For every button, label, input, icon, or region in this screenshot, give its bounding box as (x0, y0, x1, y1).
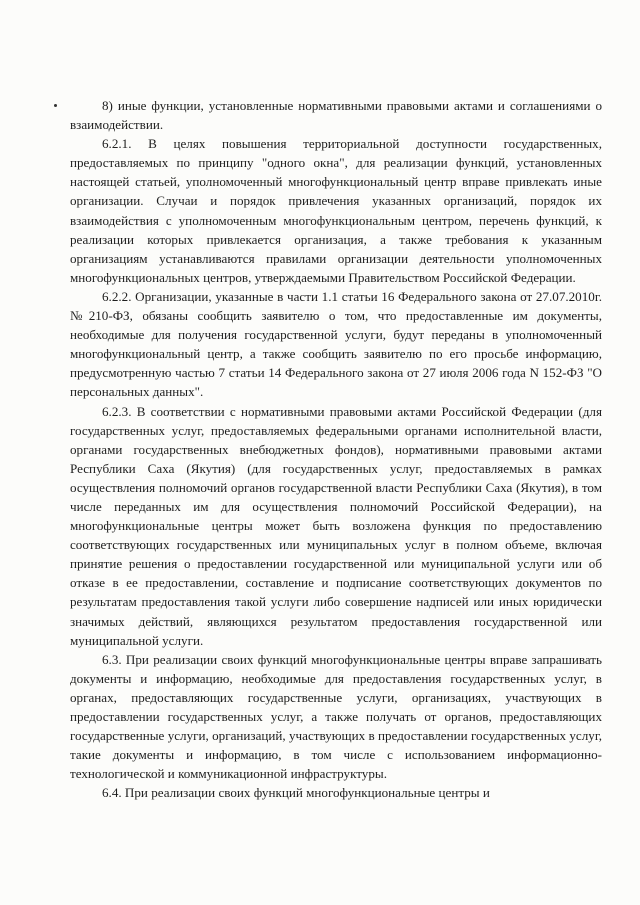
paragraph-6-4: 6.4. При реализации своих функций многофункциональные центры и (102, 785, 490, 801)
paragraph-8-other-functions: 8) иные функции, установленные нормативными правовыми актами и соглашениями о взаимодействии. (70, 98, 602, 133)
paragraph-6-2-1: 6.2.1. В целях повышения территориальной доступности государственных, предоставляемых по принципу "одного окна", для реализации функций, установленных настоящей статьей, уполномоченный многофункциональный центр вправе привлекать иные организации. Случаи и порядок привлечения указанных организаций, порядок их взаимодействия с уполномоченным многофункциональным центром, перечень функций, к реализации которых привлекается организация, а также требования к указанным организациям устанавливаются правилами организации деятельности уполномоченных многофункциональных центров, утверждаемыми Правительством Российской Федерации. (70, 136, 602, 285)
paragraph-6-2-2: 6.2.2. Организации, указанные в части 1.1 статьи 16 Федерального закона от 27.07.2010г. №210-ФЗ, обязаны сообщить заявителю о том, что предоставленные им документы, необходимые для получения государственной услуги, будут переданы в уполномоченный многофункциональный центр, а также сообщить заявителю по его просьбе информацию, предусмотренную частью 7 статьи 14 Федерального закона от 27 июля 2006 года N 152-ФЗ "О персональных данных". (70, 288, 602, 400)
margin-dot (54, 104, 57, 107)
paragraph-6-2-3: 6.2.3. В соответствии с нормативными правовыми актами Российской Федерации (для государственных услуг, предоставляемых федеральными органами исполнительной власти, органами государственных внебюджетных фондов), нормативными правовыми актами Республики Саха (Якутия) (для государственных услуг, предоставляемых в рамках осуществления полномочий органов государственной власти Республики Саха (Якутия), в том числе переданных им для осуществления полномочий Российской Федерации), на многофункциональные центры может быть возложена функция по предоставлению соответствующих государственных или муниципальных услуг в полном объеме, включая принятие решения о предоставлении государственной или муниципальной услуги или об отказе в ее предоставлении, составление и подписание соответствующих документов по результатам предоставления такой услуги либо совершение надписей или иных юридически значимых действий, являющихся результатом предоставления государственной или муниципальной услуги. (70, 403, 602, 648)
paragraph-6-3: 6.3. При реализации своих функций многофункциональные центры вправе запрашивать документы и информацию, необходимые для предоставления государственных услуг, в органах, предоставляющих государственные услуги, организациях, участвующих в предоставлении государственных услуг, а также получать от органов, предоставляющих государственные услуги, организаций, участвующих в предоставлении государственных услуг, такие документы и информацию, в том числе с использованием информационно-технологической и коммуникационной инфраструктуры. (70, 651, 602, 782)
document-body (70, 96, 602, 802)
